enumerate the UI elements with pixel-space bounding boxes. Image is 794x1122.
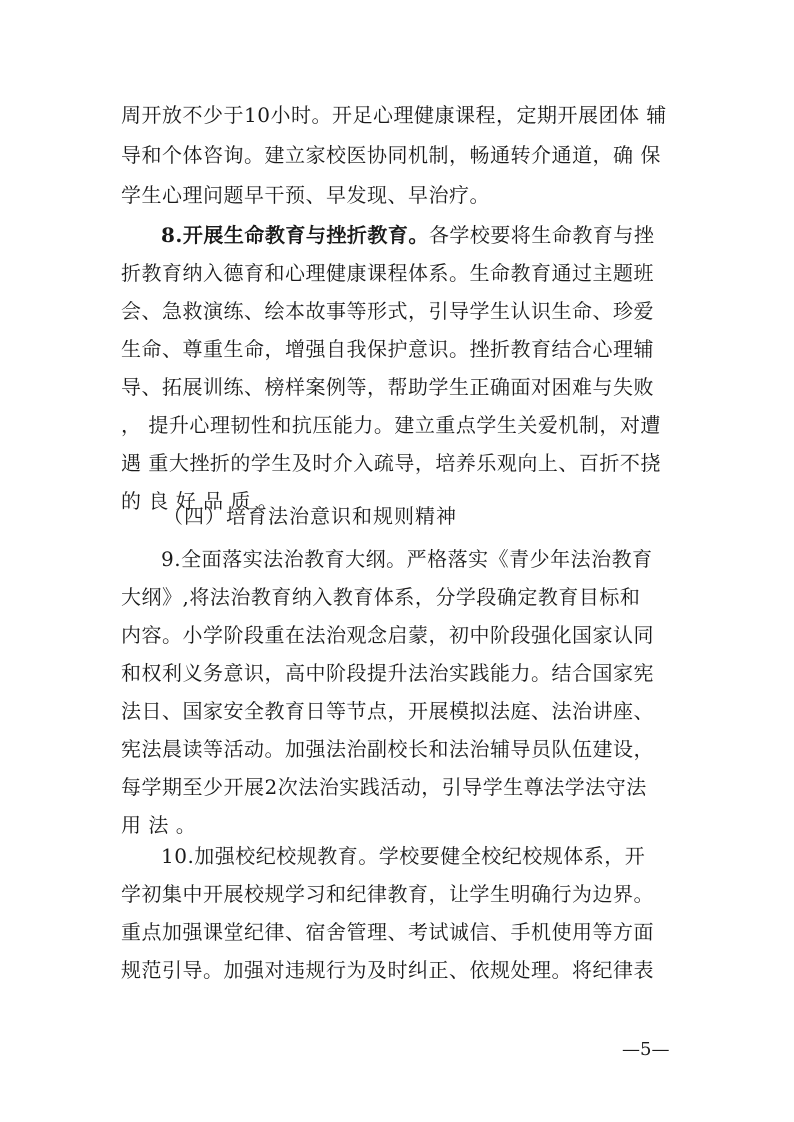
- text-line: 生命、尊重生命，增强自我保护意识。挫折教育结合心理辅: [121, 337, 654, 361]
- text-line: 折教育纳入德育和心理健康课程体系。生命教育通过主题班: [121, 261, 654, 285]
- text-line: 周开放不少于10小时。开足心理健康课程，定期开展团体 辅: [121, 103, 667, 127]
- section-heading: （四）培育法治意识和规则精神: [163, 504, 457, 528]
- item-8-first-line: [161, 221, 681, 249]
- text-line: 规范引导。加强对违规行为及时纠正、依规处理。将纪律表: [121, 958, 654, 982]
- text-line: 重点加强课堂纪律、宿舍管理、考试诚信、手机使用等方面: [121, 920, 654, 944]
- text-line: 和权利义务意识，高中阶段提升法治实践能力。结合国家宪: [121, 661, 654, 685]
- text-line: ， 提升心理韧性和抗压能力。建立重点学生关爱机制，对遭: [121, 413, 661, 437]
- text-line: 用 法 。: [121, 813, 197, 837]
- text-line: 9.全面落实法治教育大纲。严格落实《青少年法治教育: [161, 547, 653, 571]
- text-line: 每学期至少开展2次法治实践活动，引导学生尊法学法守法: [121, 775, 647, 799]
- text-line: 内容。小学阶段重在法治观念启蒙，初中阶段强化国家认同: [121, 623, 654, 647]
- text-line: 遇 重大挫折的学生及时介入疏导，培养乐观向上、百折不挠: [121, 451, 661, 475]
- item-8-first-line-text: 各学校要将生命教育与挫: [428, 223, 655, 247]
- text-line: 宪法晨读等活动。加强法治副校长和法治辅导员队伍建设，: [121, 737, 654, 761]
- text-line: 学生心理问题早干预、早发现、早治疗。: [121, 183, 490, 207]
- item-8-heading: 8.开展生命教育与挫折教育。: [161, 223, 429, 247]
- text-line: 大纲》,将法治教育纳入教育体系，分学段确定教育目标和: [121, 585, 641, 609]
- text-line: 会、急救演练、绘本故事等形式，引导学生认识生命、珍爱: [121, 299, 654, 323]
- text-line: 10.加强校纪校规教育。学校要健全校纪校规体系，开: [161, 844, 646, 868]
- text-line: 导和个体咨询。建立家校医协同机制，畅通转介通道，确 保: [121, 143, 661, 167]
- text-line: 法日、国家安全教育日等节点，开展模拟法庭、法治讲座、: [121, 699, 654, 723]
- text-line: 学初集中开展校规学习和纪律教育，让学生明确行为边界。: [121, 882, 654, 906]
- text-line: 的 良 好 品 质 。: [121, 489, 279, 513]
- text-line: 导、拓展训练、榜样案例等，帮助学生正确面对困难与失败: [121, 375, 654, 399]
- page-number: —5—: [622, 1039, 670, 1060]
